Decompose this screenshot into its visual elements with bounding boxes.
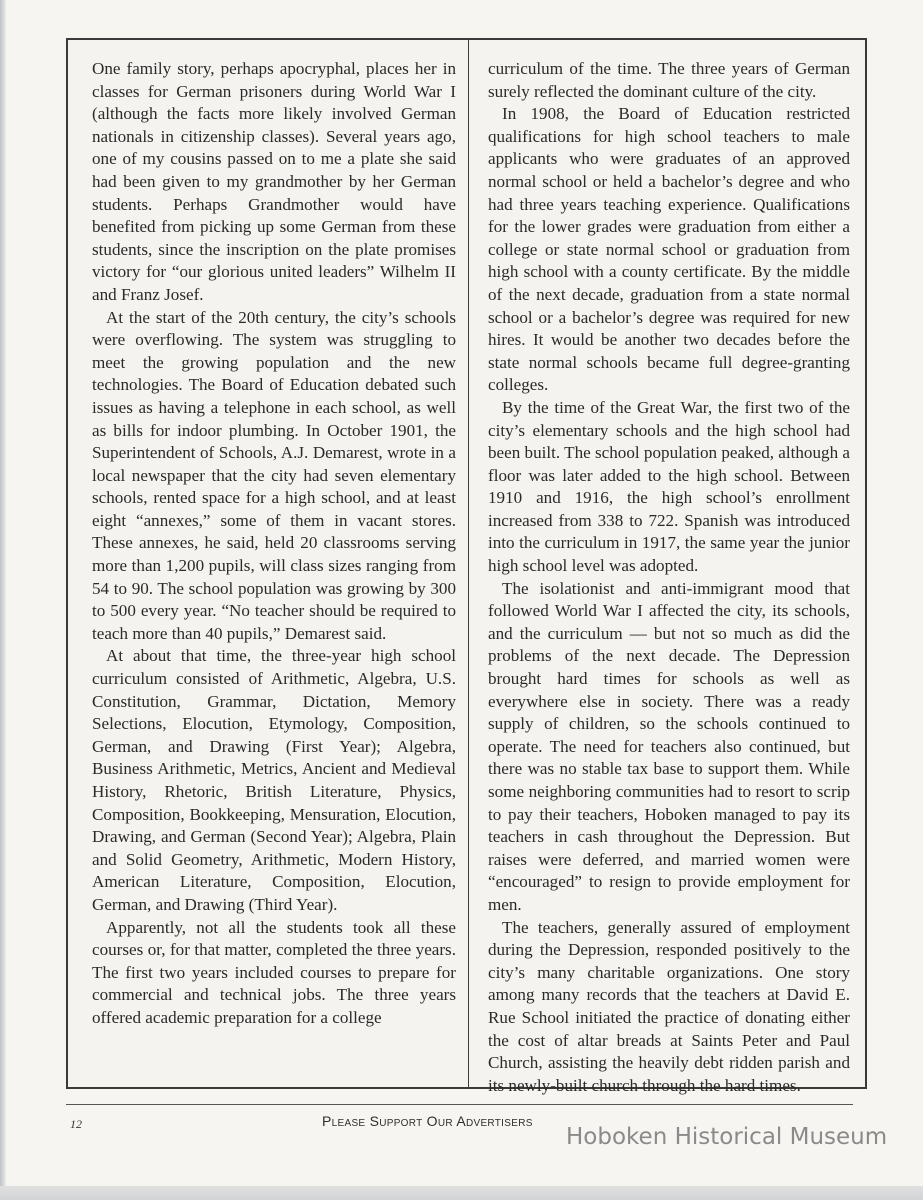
- paragraph: In 1908, the Board of Education restricted qualifications for high school teachers to male applicants who were graduates of an approved normal school or held a bachelor’s degree and who had three years teaching experience. Qualifications for the lower grades were graduation from either a college or state normal school or graduation from high school with a county certificate. By the middle of the next decade, graduation from a state normal school or a bachelor’s degree was required for new hires. It would be another two decades before the state normal schools became full degree-granting colleges.: [488, 104, 850, 395]
- article-column-left: [92, 58, 456, 1030]
- article-column-right: [488, 58, 850, 1097]
- paragraph: By the time of the Great War, the first two of the city’s elementary schools and the high school had been built. The school population peaked, although a floor was later added to the high school. Between 1910 and 1916, the high school’s enrollment increased from 338 to 722. Spanish was introduced into the curriculum in 1917, the same year the junior high school level was adopted.: [488, 397, 850, 576]
- paragraph: curriculum of the time. The three years of German surely reflected the dominant culture of the city.: [488, 59, 850, 101]
- paragraph: The isolationist and anti-immigrant mood that followed World War I affected the city, its schools, and the curriculum — but not so much as did the problems of the next decade. The Depression brought hard times for schools as well as everywhere else in society. There was a ready supply of children, so the schools continued to operate. The need for teachers also continued, but there was no stable tax base to support them. While some neighboring communities had to resort to scrip to pay their teachers, Hoboken managed to pay its teachers in cash throughout the Depression. But raises were deferred, and married women were “encouraged” to resign to provide employment for men.: [488, 578, 850, 914]
- column-divider: [468, 40, 469, 1087]
- footer-text: Please Support Our Advertisers: [322, 1113, 533, 1129]
- paragraph: The teachers, generally assured of employment during the Depression, responded positively to the city’s many charitable organizations. One story among many records that the teachers at David E. Rue School initiated the practice of donating either the cost of altar breads at Saints Peter and Paul Church, assisting the heavily debt ridden parish and its newly-built church through the hard times.: [488, 917, 850, 1095]
- watermark: Hoboken Historical Museum: [566, 1124, 888, 1150]
- scan-bottom-shadow: [0, 1186, 923, 1200]
- scan-edge-shadow: [0, 0, 6, 1200]
- page-number: 12: [70, 1117, 82, 1131]
- paragraph: At about that time, the three-year high school curriculum consisted of Arithmetic, Algebra, U.S. Constitution, Grammar, Dictation, Memory Selections, Elocution, Etymology, Composition, German, and Drawing (First Year); Algebra, Business Arithmetic, Metrics, Ancient and Medieval History, Rhetoric, British Literature, Physics, Composition, Bookkeeping, Mensuration, Elocution, Drawing, and German (Second Year); Algebra, Plain and Solid Geometry, Arithmetic, Modern History, American Literature, Composition, Elocution, German, and Drawing (Third Year).: [92, 646, 456, 914]
- paragraph: At the start of the 20th century, the city’s schools were overflowing. The system was struggling to meet the growing population and the new technologies. The Board of Education debated such issues as having a telephone in each school, as well as bills for indoor plumbing. In October 1901, the Superintendent of Schools, A.J. Demarest, wrote in a local newspaper that the city had seven elementary schools, rented space for a high school, and at least eight “annexes,” some of them in vacant stores. These annexes, he said, held 20 classrooms serving more than 1,200 pupils, will class sizes ranging from 54 to 90. The school population was growing by 300 to 500 every year. “No teacher should be required to teach more than 40 pupils,” Demarest said.: [92, 307, 456, 643]
- paragraph: Apparently, not all the students took all these courses or, for that matter, completed the three years. The first two years included courses to prepare for commercial and technical jobs. The three years offered academic preparation for a college: [92, 917, 456, 1027]
- paragraph: One family story, perhaps apocryphal, places her in classes for German prisoners during World War I (although the facts more likely involved German nationals in citizenship classes). Several years ago, one of my cousins passed on to me a plate she said had been given to my grandmother by her German students. Perhaps Grandmother would have benefited from picking up some German from these students, since the inscription on the plate promises victory for “our glorious united leaders” Wilhelm II and Franz Josef.: [92, 59, 456, 304]
- footer-rule: [66, 1104, 853, 1105]
